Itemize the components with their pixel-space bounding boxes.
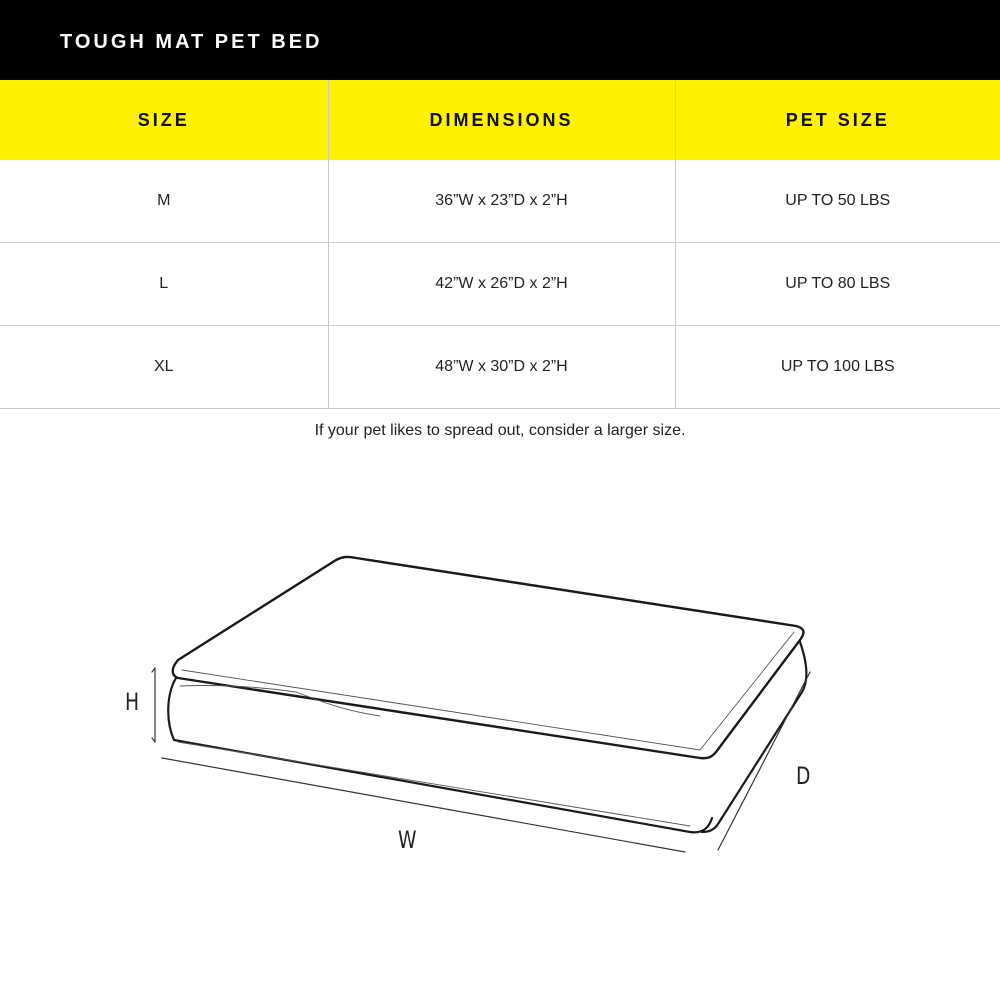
pet-size-cell: UP TO 50 LBS xyxy=(675,160,1000,243)
dimensions-cell: 42”W x 26”D x 2”H xyxy=(328,243,675,326)
pet-size-cell: UP TO 80 LBS xyxy=(675,243,1000,326)
bed-top-outline xyxy=(173,557,804,758)
page-title: TOUGH MAT PET BED xyxy=(60,31,323,53)
pet-size-cell: UP TO 100 LBS xyxy=(675,326,1000,409)
bed-front-panel xyxy=(168,678,712,832)
size-note: If your pet likes to spread out, consider a larger size. xyxy=(314,422,686,439)
bed-side-panel xyxy=(702,642,806,832)
column-header-pet-size: PET SIZE xyxy=(675,80,1000,160)
bed-front-crease xyxy=(180,685,380,716)
size-cell: M xyxy=(0,160,328,243)
bed-front-bottom-piping xyxy=(178,742,690,826)
size-cell: XL xyxy=(0,326,328,409)
height-label: H xyxy=(125,688,140,716)
width-label: W xyxy=(398,826,417,854)
column-header-dimensions: DIMENSIONS xyxy=(328,80,675,160)
bed-top-piping xyxy=(182,632,794,750)
dimensions-cell: 36”W x 23”D x 2”H xyxy=(328,160,675,243)
size-cell: L xyxy=(0,243,328,326)
depth-label: D xyxy=(796,762,811,790)
width-dimension-line xyxy=(162,758,685,852)
dimensions-cell: 48”W x 30”D x 2”H xyxy=(328,326,675,409)
column-header-size: SIZE xyxy=(0,80,328,160)
depth-dimension-line xyxy=(718,672,810,850)
